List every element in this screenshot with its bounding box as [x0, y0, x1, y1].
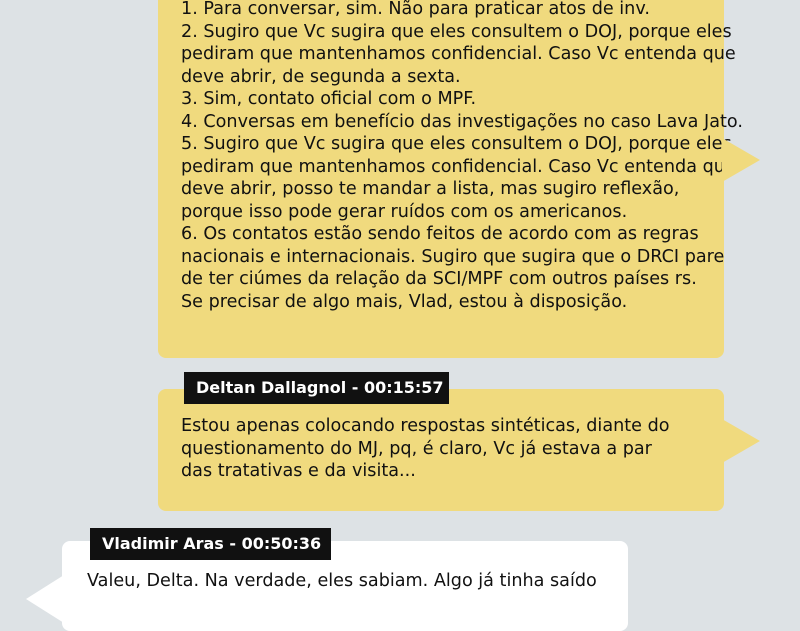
message-line: 5. Sugiro que Vc sugira que eles consultem o DOJ, porque eles — [181, 134, 732, 154]
message-line: Se precisar de algo mais, Vlad, estou à disposição. — [181, 291, 628, 312]
sender-label: Vladimir Aras - 00:50:36 — [90, 528, 331, 560]
message-line: 1. Para conversar, sim. Não para praticar atos de inv. — [181, 0, 650, 19]
message-line: deve abrir, de segunda a sexta. — [181, 66, 461, 87]
message-bubble-outgoing — [158, 389, 724, 511]
message-line: 6. Os contatos estão sendo feitos de acordo com as regras — [181, 224, 699, 244]
message-text — [87, 570, 597, 593]
message-line: nacionais e internacionais. Sugiro que sugira que o DRCI pare — [181, 246, 725, 267]
message-line: 3. Sim, contato oficial com o MPF. — [181, 89, 477, 109]
message-line: Valeu, Delta. Na verdade, eles sabiam. Algo já tinha saído — [87, 571, 597, 591]
message-line: pediram que mantenhamos confidencial. Caso Vc entenda que — [181, 44, 736, 64]
message-line: Estou apenas colocando respostas sintéticas, diante do — [181, 416, 670, 436]
message-line: 2. Sugiro que Vc sugira que eles consultem o DOJ, porque eles — [181, 21, 732, 42]
bubble-tail — [722, 138, 760, 182]
message-line: de ter ciúmes da relação da SCI/MPF com outros países rs. — [181, 269, 697, 289]
message-text — [181, 0, 743, 313]
bubble-tail — [26, 575, 64, 623]
message-text — [181, 415, 670, 483]
message-line: deve abrir, posso te mandar a lista, mas sugiro reflexão, — [181, 179, 680, 199]
message-line: pediram que mantenhamos confidencial. Caso Vc entenda que — [181, 156, 736, 177]
sender-label: Deltan Dallagnol - 00:15:57 — [184, 372, 449, 404]
message-line: 4. Conversas em benefício das investigações no caso Lava Jato. — [181, 111, 743, 132]
message-line: questionamento do MJ, pq, é claro, Vc já estava a par — [181, 438, 652, 459]
message-line: das tratativas e da visita... — [181, 461, 416, 481]
message-bubble-outgoing — [158, 0, 743, 358]
bubble-tail — [722, 419, 760, 463]
message-line: porque isso pode gerar ruídos com os americanos. — [181, 201, 628, 222]
